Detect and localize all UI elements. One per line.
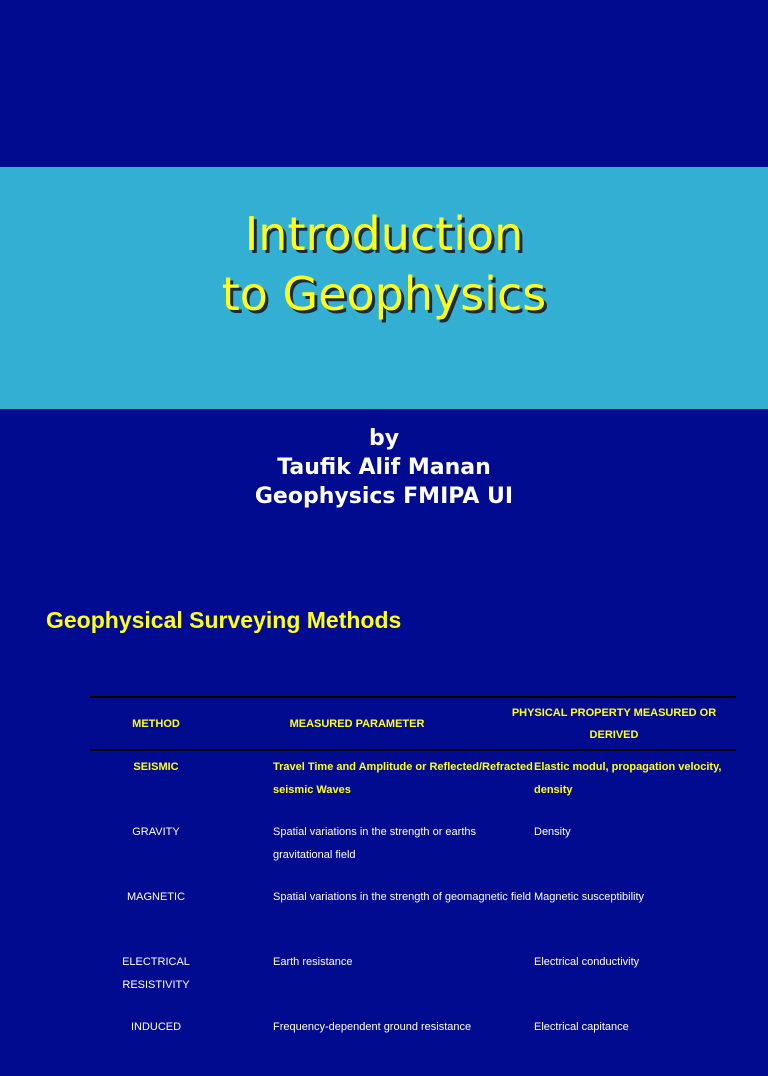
byline-affiliation: Geophysics FMIPA UI bbox=[254, 484, 514, 509]
cell-property: Electrical conductivity bbox=[534, 956, 640, 968]
cell-method: INDUCED bbox=[130, 1021, 182, 1033]
cell-property: Elastic modul, propagation velocity, density bbox=[534, 761, 722, 796]
byline-by: by bbox=[368, 426, 400, 451]
table-header-row bbox=[90, 698, 736, 749]
title-line-2: to Geophysics bbox=[221, 267, 547, 321]
cell-method: ELECTRICAL RESISTIVITY bbox=[122, 956, 190, 991]
header-method: METHOD bbox=[132, 717, 180, 730]
cell-method: SEISMIC bbox=[133, 761, 179, 773]
methods-table bbox=[90, 696, 736, 1076]
header-property: PHYSICAL PROPERTY MEASURED OR DERIVED bbox=[511, 706, 717, 741]
cell-parameter: Spatial variations in the strength of geomagnetic field bbox=[273, 891, 532, 903]
table-row bbox=[90, 881, 736, 946]
byline bbox=[0, 424, 768, 511]
title-line-1: Introduction bbox=[244, 207, 524, 261]
cell-property: Electrical capitance bbox=[534, 1021, 629, 1033]
table-row bbox=[90, 751, 736, 816]
cell-parameter: Frequency-dependent ground resistance bbox=[273, 1021, 472, 1033]
table-row bbox=[90, 816, 736, 881]
table-row bbox=[90, 946, 736, 1011]
page-title bbox=[0, 204, 768, 324]
cell-method: MAGNETIC bbox=[126, 891, 186, 903]
section-heading: Geophysical Surveying Methods bbox=[46, 607, 402, 633]
cell-parameter: Earth resistance bbox=[273, 956, 353, 968]
cell-property: Density bbox=[534, 826, 571, 838]
byline-author: Taufik Alif Manan bbox=[277, 455, 491, 480]
cell-parameter: Travel Time and Amplitude or Reflected/Refracted seismic Waves bbox=[273, 761, 533, 796]
cell-parameter: Spatial variations in the strength or earths gravitational field bbox=[273, 826, 477, 861]
header-parameter: MEASURED PARAMETER bbox=[289, 717, 425, 730]
table-row bbox=[90, 1011, 736, 1076]
cell-method: GRAVITY bbox=[132, 826, 180, 838]
cell-property: Magnetic susceptibility bbox=[534, 891, 645, 903]
